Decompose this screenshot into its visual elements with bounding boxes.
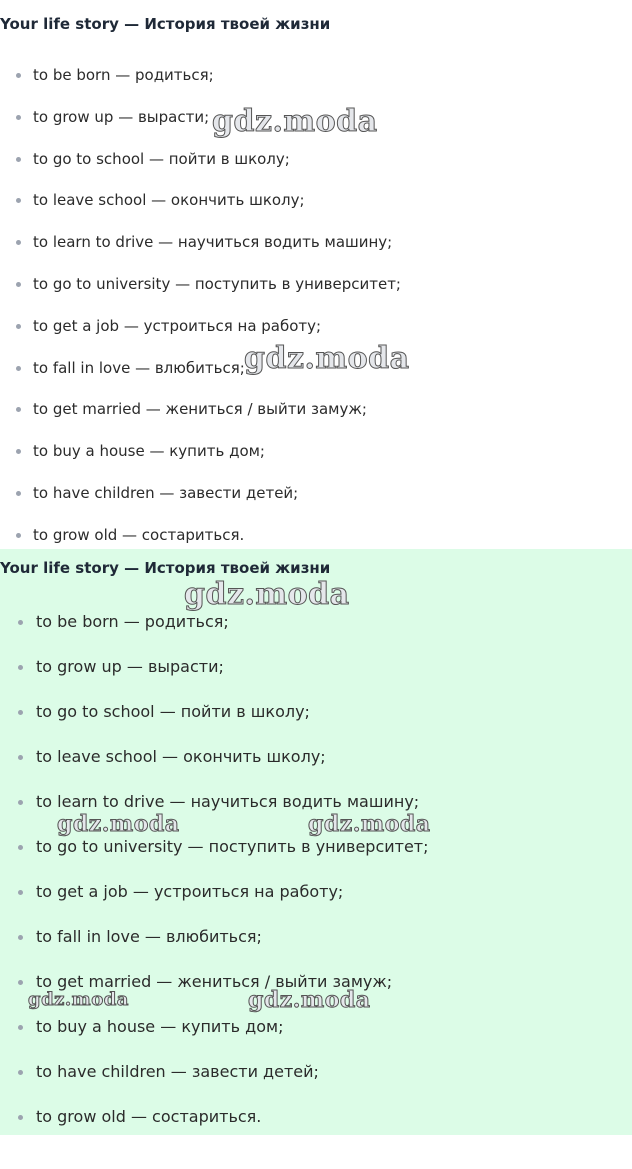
watermark-logo: gdz.moda [184, 577, 350, 612]
vocabulary-list [0, 64, 632, 566]
list-item-text: to go to school — пойти в школу; [33, 149, 290, 168]
bullet-icon [18, 620, 23, 625]
list-item-text: to go to university — поступить в университет; [33, 274, 401, 293]
watermark-logo: gdz.moda [212, 104, 378, 139]
list-item [0, 790, 632, 835]
list-item-text: to learn to drive — научиться водить машину; [36, 792, 420, 811]
list-item [0, 231, 632, 273]
vocabulary-list [0, 610, 632, 1150]
list-item [0, 106, 632, 148]
list-item [0, 1015, 632, 1060]
vocabulary-section-1 [0, 0, 632, 549]
bullet-icon [16, 115, 21, 120]
watermark-logo: gdz.moda [57, 811, 180, 837]
bullet-icon [16, 282, 21, 287]
bullet-icon [18, 935, 23, 940]
list-item-text: to get a job — устроиться на работу; [33, 316, 322, 335]
watermark-logo: gdz.moda [248, 987, 371, 1013]
list-item [0, 700, 632, 745]
list-item [0, 482, 632, 524]
bullet-icon [16, 324, 21, 329]
bullet-icon [18, 755, 23, 760]
bullet-icon [16, 407, 21, 412]
vocabulary-section-2 [0, 549, 632, 1135]
list-item [0, 148, 632, 190]
list-item-text: to grow old — состариться. [33, 525, 245, 544]
list-item-text: to fall in love — влюбиться; [36, 927, 262, 946]
list-item [0, 398, 632, 440]
watermark-logo: gdz.moda [244, 341, 410, 376]
bullet-icon [18, 665, 23, 670]
list-item [0, 273, 632, 315]
list-item-text: to go to school — пойти в школу; [36, 702, 310, 721]
list-item-text: to have children — завести детей; [36, 1062, 319, 1081]
list-item-text: to learn to drive — научиться водить машину; [33, 233, 393, 252]
bullet-icon [16, 491, 21, 496]
list-item [0, 189, 632, 231]
bullet-icon [16, 157, 21, 162]
bullet-icon [16, 366, 21, 371]
list-item-text: to be born — родиться; [33, 66, 214, 84]
bullet-icon [16, 198, 21, 203]
list-item-text: to leave school — окончить школу; [36, 747, 326, 766]
bullet-icon [18, 1115, 23, 1120]
bullet-icon [18, 800, 23, 805]
list-item [0, 880, 632, 925]
list-item-text: to be born — родиться; [36, 612, 229, 631]
list-item-text: to buy a house — купить дом; [33, 442, 265, 461]
bullet-icon [18, 845, 23, 850]
list-item [0, 357, 632, 399]
bullet-icon [18, 1025, 23, 1030]
list-item [0, 970, 632, 1015]
bullet-icon [16, 449, 21, 454]
section-heading: Your life story — История твоей жизни [0, 15, 331, 33]
list-item-text: to go to university — поступить в университет; [36, 837, 429, 856]
list-item-text: to get married — жениться / выйти замуж; [33, 400, 367, 419]
list-item-text: to grow old — состариться. [36, 1107, 262, 1126]
list-item-text: to buy a house — купить дом; [36, 1017, 284, 1036]
bullet-icon [18, 1070, 23, 1075]
list-item-text: to get married — жениться / выйти замуж; [36, 972, 393, 991]
list-item [0, 610, 632, 655]
list-item-text: to fall in love — влюбиться; [33, 358, 245, 377]
list-item [0, 925, 632, 970]
list-item [0, 1105, 632, 1150]
bullet-icon [16, 533, 21, 538]
bullet-icon [16, 73, 21, 78]
bullet-icon [18, 980, 23, 985]
list-item-text: to get a job — устроиться на работу; [36, 882, 344, 901]
list-item-text: to grow up — вырасти; [36, 657, 224, 676]
section-heading: Your life story — История твоей жизни [0, 559, 331, 577]
watermark-logo: gdz.moda [28, 989, 129, 1010]
list-item [0, 745, 632, 790]
list-item [0, 440, 632, 482]
list-item [0, 655, 632, 700]
list-item-text: to leave school — окончить школу; [33, 191, 305, 210]
list-item [0, 835, 632, 880]
bullet-icon [18, 890, 23, 895]
watermark-logo: gdz.moda [308, 811, 431, 837]
list-item-text: to grow up — вырасти; [33, 107, 210, 126]
bullet-icon [16, 240, 21, 245]
list-item-text: to have children — завести детей; [33, 483, 299, 502]
list-item [0, 1060, 632, 1105]
list-item [0, 64, 632, 106]
bullet-icon [18, 710, 23, 715]
list-item [0, 315, 632, 357]
